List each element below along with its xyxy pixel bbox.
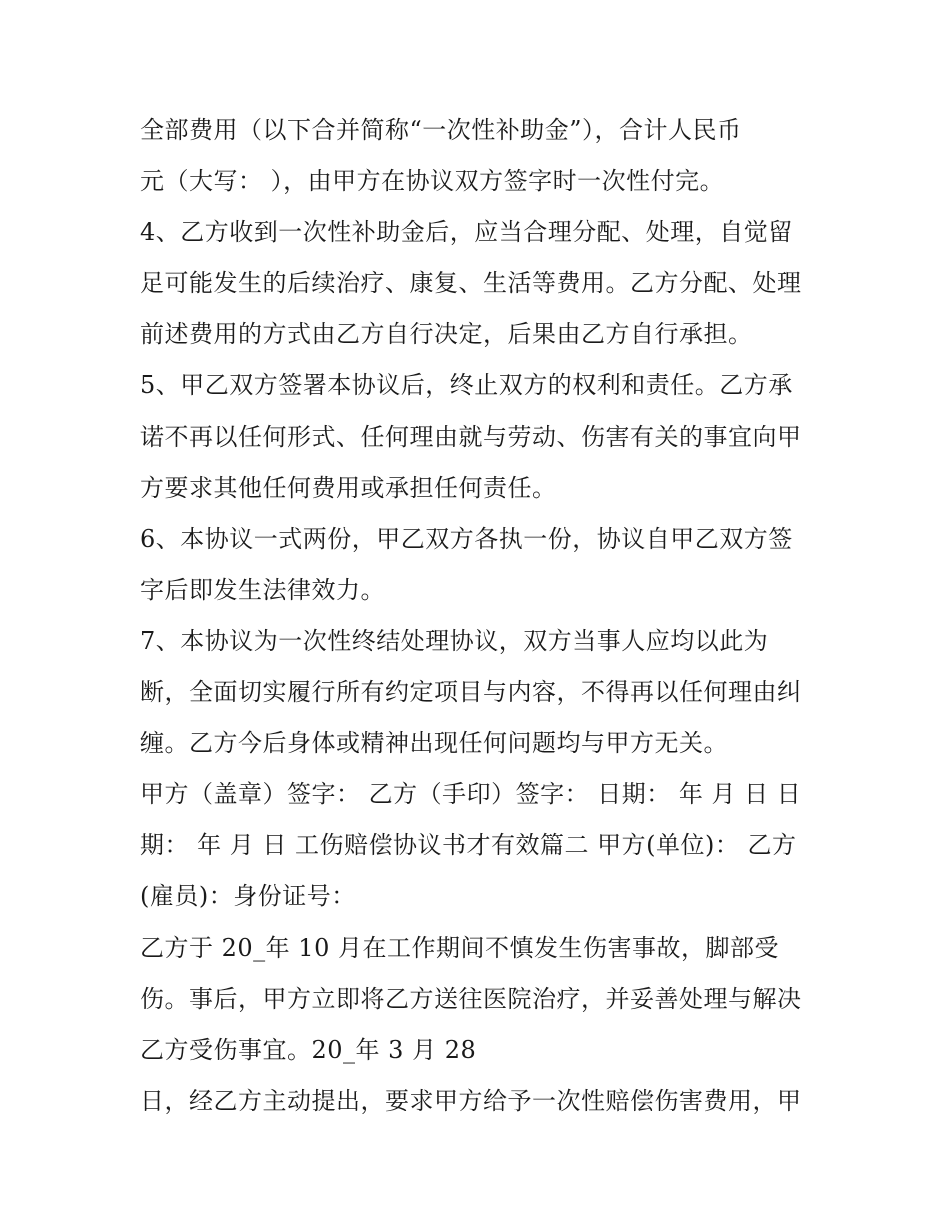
text-line: 6、本协议一式两份，甲乙双方各执一份，协议自甲乙双方签 — [140, 524, 793, 553]
document-body — [140, 107, 830, 1129]
text-line: 5、甲乙双方签署本协议后，终止双方的权利和责任。乙方承 — [140, 371, 793, 400]
text-line: 乙方受伤事宜。20_年 3 月 28 — [140, 1035, 477, 1064]
text-line: 元（大写： ），由甲方在协议双方签字时一次性付完。 — [140, 167, 725, 196]
text-line: 足可能发生的后续治疗、康复、生活等费用。乙方分配、处理 — [140, 269, 802, 298]
text-line: 日，经乙方主动提出，要求甲方给予一次性赔偿伤害费用，甲 — [140, 1086, 802, 1115]
text-line: 期： 年 月 日 工伤赔偿协议书才有效篇二 甲方(单位)： 乙方 — [140, 831, 797, 860]
text-line: 全部费用（以下合并简称“一次性补助金”），合计人民币 — [140, 116, 742, 144]
text-line: 前述费用的方式由乙方自行决定，后果由乙方自行承担。 — [140, 320, 753, 349]
text-line: 甲方（盖章）签字： 乙方（手印）签字： 日期： 年 月 日 日 — [140, 780, 802, 809]
text-line: 字后即发生法律效力。 — [140, 575, 385, 604]
text-line: 伤。事后，甲方立即将乙方送往医院治疗，并妥善处理与解决 — [140, 984, 802, 1013]
text-line: (雇员)：身份证号： — [140, 882, 356, 911]
text-line: 乙方于 20_年 10 月在工作期间不慎发生伤害事故，脚部受 — [140, 933, 779, 962]
text-line: 方要求其他任何费用或承担任何责任。 — [140, 473, 557, 502]
text-line: 4、乙方收到一次性补助金后，应当合理分配、处理，自觉留 — [140, 218, 793, 247]
text-line: 7、本协议为一次性终结处理协议，双方当事人应均以此为 — [140, 626, 769, 655]
text-line: 断，全面切实履行所有约定项目与内容，不得再以任何理由纠 — [140, 678, 802, 707]
text-line: 缠。乙方今后身体或精神出现任何问题均与甲方无关。 — [140, 729, 728, 758]
text-line: 诺不再以任何形式、任何理由就与劳动、伤害有关的事宜向甲 — [140, 422, 802, 451]
